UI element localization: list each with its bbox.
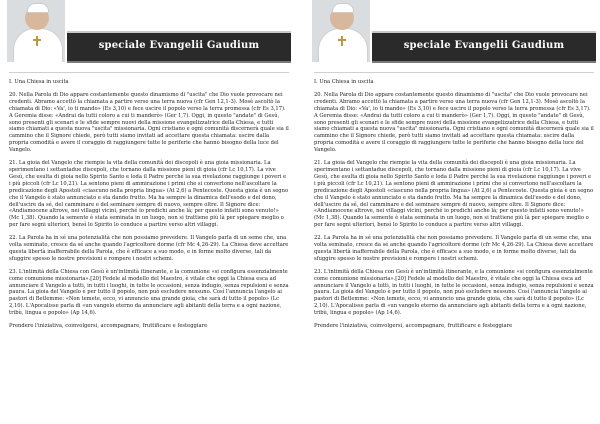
document-body — [9, 72, 289, 330]
left-page — [3, 0, 295, 424]
banner-bar — [67, 31, 291, 63]
paragraph-21: 21. La gioia del Vangelo che riempie la vita della comunità dei discepoli è una gioia missionaria. La sperimentano i settantadue discepoli, che tornano dalla missione pieni di gioia (cfr Lc 10,17). La vive Gesù, che esulta di gioia nello Spirito Santo e loda il Padre perché la sua rivelazione raggiunge i poveri e i più piccoli (cfr Lc 10,21). La sentono pieni di ammirazione i primi che si convertono nell'ascoltare la predicazione degli Apostoli «ciascuno nella propria lingua» (At 2,6) a Pentecoste. Questa gioia è un segno che il Vangelo è stato annunciato e sta dando frutto. Ma ha sempre la dinamica dell'esodo e del dono, dell'uscire da sé, del camminare e del seminare sempre di nuovo, sempre oltre. Il Signore dice: «Andiamocene altrove, nei villaggi vicini, perché io predichi anche là; per questo infatti sono venuto!» (Mc 1,38). Quando la semente è stata seminata in un luogo, non si trattiene più là per spiegare meglio o per fare segni ulteriori, bensì lo Spirito lo conduce a partire verso altri villaggi. — [9, 160, 289, 229]
paragraph-20: 20. Nella Parola di Dio appare costantemente questo dinamismo di "uscita" che Dio vuole provocare nei credenti. Abramo accettò la chiamata a partire verso una terra nuova (cfr Gen 12,1-3). Mosè ascoltò la chiamata di Dio: «Va', io ti mando» (Es 3,10) e fece uscire il popolo verso la terra promessa (cfr Es 3,17). A Geremia disse: «Andrai da tutti coloro a cui ti manderò» (Ger 1,7). Oggi, in questo "andate" di Gesù, sono presenti gli scenari e le sfide sempre nuovi della missione evangelizzatrice della Chiesa, e tutti siamo chiamati a questa nuova "uscita" missionaria. Ogni cristiano e ogni comunità discernerà quale sia il cammino che il Signore chiede, però tutti siamo invitati ad accettare questa chiamata: uscire dalla propria comodità e avere il coraggio di raggiungere tutte le periferie che hanno bisogno della luce del Vangelo. — [9, 91, 289, 154]
paragraph-22: 22. La Parola ha in sé una potenzialità che non possiamo prevedere. Il Vangelo parla di un seme che, una volta seminato, cresce da sé anche quando l'agricoltore dorme (cfr Mc 4,26-29). La Chiesa deve accettare questa libertà inafferrabile della Parola, che è efficace a suo modo, e in forme molto diverse, tali da sfuggire spesso le nostre previsioni e rompere i nostri schemi. — [9, 235, 289, 262]
pope-photo — [7, 0, 65, 62]
banner — [7, 0, 291, 62]
document-body — [314, 72, 594, 330]
banner-bar — [372, 31, 596, 63]
banner — [312, 0, 596, 62]
paragraph-23: 23. L'intimità della Chiesa con Gesù è un'intimità itinerante, e la comunione «si configura essenzialmente come comunione missionaria».[20] Fedele al modello del Maestro, è vitale che oggi la Chiesa esca ad annunciare il Vangelo a tutti, in tutti i luoghi, in tutte le occasioni, senza indugio, senza repulsioni e senza paura. La gioia del Vangelo è per tutto il popolo, non può escludere nessuno. Così l'annuncia l'angelo ai pastori di Betlemme: «Non temete, ecco, vi annuncio una grande gioia, che sarà di tutto il popolo» (Lc 2,10). L'Apocalisse parla di «un vangelo eterno da annunciare agli abitanti della terra e a ogni nazione, tribù, lingua e popolo» (Ap 14,6). — [9, 268, 289, 317]
section-heading: I. Una Chiesa in uscita — [9, 79, 69, 85]
divider — [9, 72, 289, 73]
pope-photo — [312, 0, 370, 62]
paragraph-21: 21. La gioia del Vangelo che riempie la vita della comunità dei discepoli è una gioia missionaria. La sperimentano i settantadue discepoli, che tornano dalla missione pieni di gioia (cfr Lc 10,17). La vive Gesù, che esulta di gioia nello Spirito Santo e loda il Padre perché la sua rivelazione raggiunge i poveri e i più piccoli (cfr Lc 10,21). La sentono pieni di ammirazione i primi che si convertono nell'ascoltare la predicazione degli Apostoli «ciascuno nella propria lingua» (At 2,6) a Pentecoste. Questa gioia è un segno che il Vangelo è stato annunciato e sta dando frutto. Ma ha sempre la dinamica dell'esodo e del dono, dell'uscire da sé, del camminare e del seminare sempre di nuovo, sempre oltre. Il Signore dice: «Andiamocene altrove, nei villaggi vicini, perché io predichi anche là; per questo infatti sono venuto!» (Mc 1,38). Quando la semente è stata seminata in un luogo, non si trattiene più là per spiegare meglio o per fare segni ulteriori, bensì lo Spirito lo conduce a partire verso altri villaggi. — [314, 160, 594, 229]
section-heading: I. Una Chiesa in uscita — [314, 79, 374, 85]
paragraph-22: 22. La Parola ha in sé una potenzialità che non possiamo prevedere. Il Vangelo parla di un seme che, una volta seminato, cresce da sé anche quando l'agricoltore dorme (cfr Mc 4,26-29). La Chiesa deve accettare questa libertà inafferrabile della Parola, che è efficace a suo modo, e in forme molto diverse, tali da sfuggire spesso le nostre previsioni e rompere i nostri schemi. — [314, 235, 594, 262]
banner-title: speciale Evangelii Gaudium — [98, 40, 260, 51]
paragraph-20: 20. Nella Parola di Dio appare costantemente questo dinamismo di "uscita" che Dio vuole provocare nei credenti. Abramo accettò la chiamata a partire verso una terra nuova (cfr Gen 12,1-3). Mosè ascoltò la chiamata di Dio: «Va', io ti mando» (Es 3,10) e fece uscire il popolo verso la terra promessa (cfr Es 3,17). A Geremia disse: «Andrai da tutti coloro a cui ti manderò» (Ger 1,7). Oggi, in questo "andate" di Gesù, sono presenti gli scenari e le sfide sempre nuovi della missione evangelizzatrice della Chiesa, e tutti siamo chiamati a questa nuova "uscita" missionaria. Ogni cristiano e ogni comunità discernerà quale sia il cammino che il Signore chiede, però tutti siamo invitati ad accettare questa chiamata: uscire dalla propria comodità e avere il coraggio di raggiungere tutte le periferie che hanno bisogno della luce del Vangelo. — [314, 91, 594, 154]
banner-title: speciale Evangelii Gaudium — [403, 40, 565, 51]
paragraph-23: 23. L'intimità della Chiesa con Gesù è un'intimità itinerante, e la comunione «si configura essenzialmente come comunione missionaria».[20] Fedele al modello del Maestro, è vitale che oggi la Chiesa esca ad annunciare il Vangelo a tutti, in tutti i luoghi, in tutte le occasioni, senza indugio, senza repulsioni e senza paura. La gioia del Vangelo è per tutto il popolo, non può escludere nessuno. Così l'annuncia l'angelo ai pastori di Betlemme: «Non temete, ecco, vi annuncio una grande gioia, che sarà di tutto il popolo» (Lc 2,10). L'Apocalisse parla di «un vangelo eterno da annunciare agli abitanti della terra e a ogni nazione, tribù, lingua e popolo» (Ap 14,6). — [314, 268, 594, 317]
subsection-heading: Prendere l'iniziativa, coinvolgersi, accompagnare, fruttificare e festeggiare — [9, 323, 208, 330]
right-page — [308, 0, 600, 424]
subsection-heading: Prendere l'iniziativa, coinvolgersi, accompagnare, fruttificare e festeggiare — [314, 323, 513, 330]
divider — [314, 72, 594, 73]
